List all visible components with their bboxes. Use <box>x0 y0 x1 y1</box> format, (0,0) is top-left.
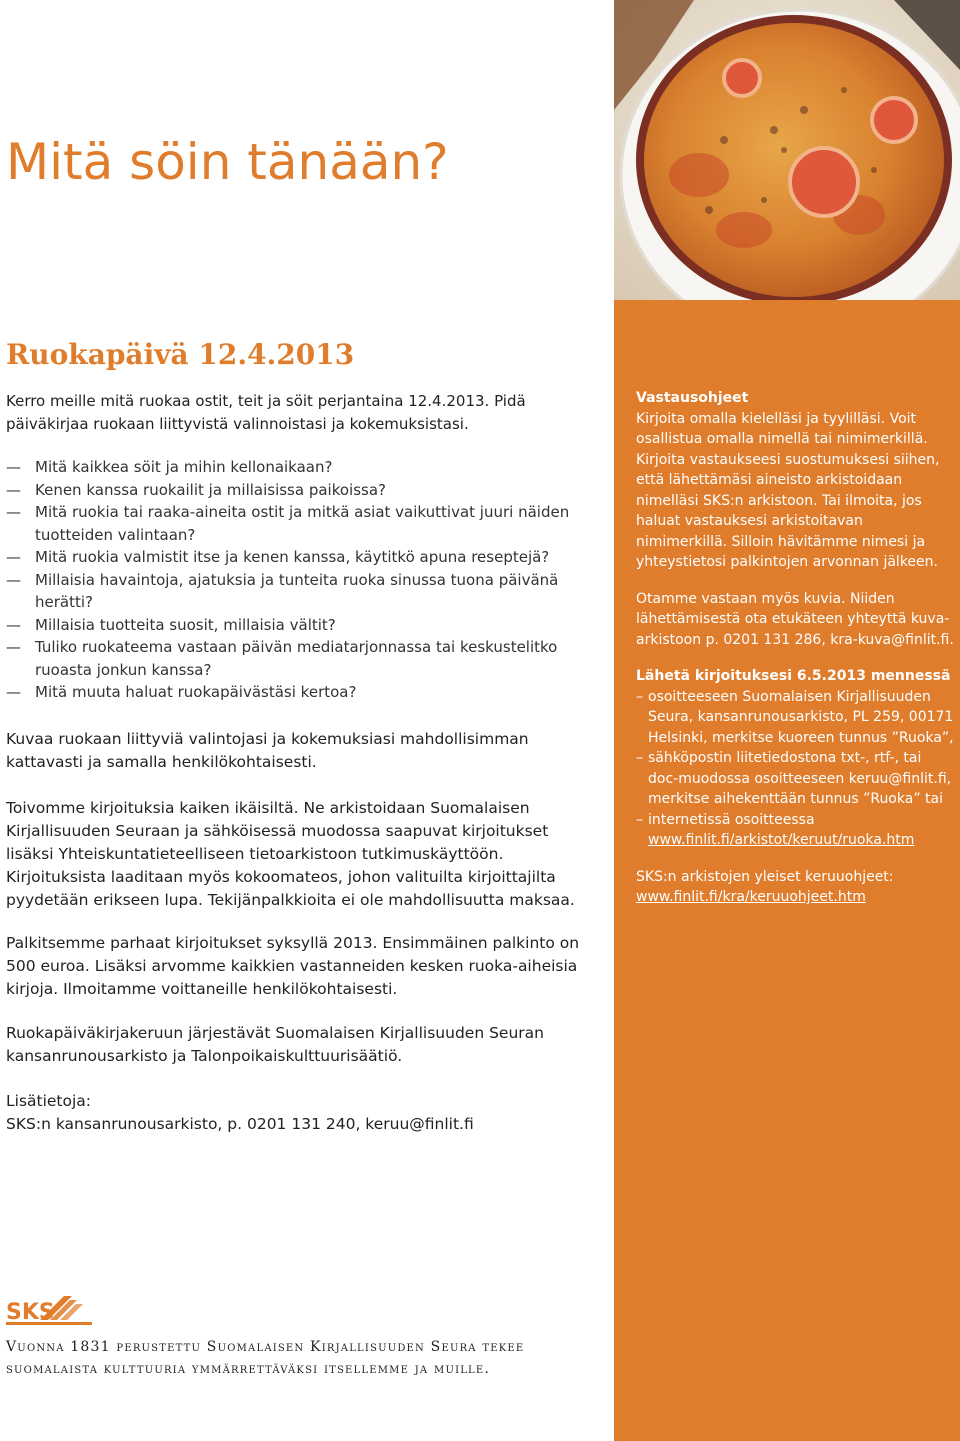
sks-logo <box>6 1290 92 1334</box>
instructions-sidebar <box>614 300 960 1441</box>
guide-title: Vastausohjeet <box>636 390 749 406</box>
intro-text: Kerro meille mitä ruokaa ostit, teit ja söit perjantaina 12.4.2013. Pidä päiväkirjaa ruokaan liittyvistä valinnoistasi ja kokemuksistasi. <box>6 392 526 433</box>
sks-logo-text: SKS <box>6 1300 55 1325</box>
send-option-mail: – osoitteeseen Suomalaisen Kirjallisuuden Seura, kansanrunousarkisto, PL 259, 00171 Helsinki, merkitse kuoreen tunnus ”Ruoka”, <box>636 688 954 746</box>
question-text: Mitä kaikkea söit ja mihin kellonaikaan? <box>35 458 333 476</box>
send-option-email-text: sähköpostin liitetiedostona txt-, rtf-, tai doc-muodossa osoitteeseen keruu@finlit.fi, merkitse aihekenttään tunnus ”Ruoka” tai <box>648 750 952 807</box>
question-text: Kenen kanssa ruokailit ja millaisissa paikoissa? <box>35 480 386 499</box>
question-list <box>6 456 596 704</box>
general-guide-text: SKS:n arkistojen yleiset keruuohjeet: <box>636 868 894 885</box>
list-item: — Tuliko ruokateema vastaan päivän mediatarjonnassa tai keskustelitko ruoasta jonkun kanssa? <box>6 638 558 679</box>
list-item: — Mitä muuta haluat ruokapäivästäsi kertoa? <box>6 683 357 701</box>
list-item: — Mitä ruokia tai raaka-aineita ostit ja mitkä asiat vaikuttivat juuri näiden tuotteiden valintaan? <box>6 503 570 544</box>
send-option-web-text: internetissä osoitteessa <box>648 811 815 828</box>
page-title: Mitä söin tänään? <box>6 133 449 191</box>
footer-tagline: Vuonna 1831 perustettu Suomalaisen Kirjallisuuden Seura tekee suomalaista kulttuuria ymmärrettäväksi itsellemme ja muille. <box>6 1339 525 1377</box>
send-option-web: – internetissä osoitteessa www.finlit.fi/arkistot/keruut/ruoka.htm <box>636 811 915 848</box>
list-item: — Kenen kanssa ruokailit ja millaisissa paikoissa? <box>6 480 386 499</box>
photos-text: Otamme vastaan myös kuvia. Niiden lähettämisestä ota etukäteen yhteyttä kuva-arkistoon p. 0201 131 286, kra-kuva@finlit.fi. <box>636 590 954 648</box>
send-option-mail-text: osoitteeseen Suomalaisen Kirjallisuuden Seura, kansanrunousarkisto, PL 259, 00171 Helsinki, merkitse kuoreen tunnus ”Ruoka”, <box>648 688 954 746</box>
send-option-email: – sähköpostin liitetiedostona txt-, rtf-, tai doc-muodossa osoitteeseen keruu@finlit.fi, merkitse aihekenttään tunnus ”Ruoka” tai <box>636 750 952 807</box>
list-item: — Millaisia havaintoja, ajatuksia ja tunteita ruoka sinussa tuona päivänä herätti? <box>6 570 559 611</box>
list-item: — Millaisia tuotteita suosit, millaisia vältit? <box>6 615 336 634</box>
prizes-paragraph: Palkitsemme parhaat kirjoitukset syksyllä 2013. Ensimmäinen palkinto on 500 euroa. Lisäksi arvomme kaikkien vastanneiden kesken ruoka-aiheisia kirjoja. Ilmoitamme voittaneille henkilökohtaisesti. <box>6 934 580 998</box>
question-text: Millaisia havaintoja, ajatuksia ja tunteita ruoka sinussa tuona päivänä herätti? <box>35 570 559 611</box>
question-text: Mitä ruokia tai raaka-aineita ostit ja mitkä asiat vaikuttivat juuri näiden tuotteiden valintaan? <box>35 503 570 544</box>
question-text: Mitä muuta haluat ruokapäivästäsi kertoa? <box>35 683 357 701</box>
info-contact: SKS:n kansanrunousarkisto, p. 0201 131 240, keruu@finlit.fi <box>6 1115 474 1133</box>
send-web-link[interactable]: www.finlit.fi/arkistot/keruut/ruoka.htm <box>648 832 915 848</box>
list-item: — Mitä kaikkea söit ja mihin kellonaikaan? <box>6 458 333 476</box>
question-text: Millaisia tuotteita suosit, millaisia vältit? <box>35 615 336 634</box>
question-text: Tuliko ruokateema vastaan päivän mediatarjonnassa tai keskustelitko ruoasta jonkun kanssa? <box>35 638 558 679</box>
organizers-paragraph: Ruokapäiväkirjakeruun järjestävät Suomalaisen Kirjallisuuden Seuran kansanrunousarkisto ja Talonpoikaiskulttuurisäätiö. <box>6 1024 544 1065</box>
guide-text: Kirjoita omalla kielelläsi ja tyylilläsi. Voit osallistua omalla nimellä tai nimimerkillä. Kirjoita vastaukseesi suostumuksesi siihen, että lähettämäsi aineisto arkistoidaan nimelläsi SKS:n arkistoon. Tai ilmoita, jos haluat vastauksesi arkistoitavan nimimerkillä. Silloin hävitämme nimesi ja yhteystietosi palkintojen arvonnan jälkeen. <box>636 410 940 570</box>
pizza-photo <box>614 0 960 300</box>
describe-paragraph: Kuvaa ruokaan liittyviä valintojasi ja kokemuksiasi mahdollisimman kattavasti ja samalla henkilökohtaisesti. <box>6 730 529 771</box>
question-text: Mitä ruokia valmistit itse ja kenen kanssa, käytitkö apuna reseptejä? <box>35 548 550 566</box>
info-label: Lisätietoja: <box>6 1092 92 1110</box>
list-item: — Mitä ruokia valmistit itse ja kenen kanssa, käytitkö apuna reseptejä? <box>6 548 550 566</box>
wishes-paragraph: Toivomme kirjoituksia kaiken ikäisiltä. Ne arkistoidaan Suomalaisen Kirjallisuuden Seuraan ja sähköisessä muodossa saapuvat kirjoitukset lisäksi Yhteiskuntatieteelliseen tietoarkistoon tutkimuskäyttöön. Kirjoituksista laaditaan myös kokoomateos, johon valituilta kirjoittajilta pyydetään erikseen lupa. Tekijänpalkkioita ei ole mahdollisuutta maksaa. <box>6 799 575 909</box>
send-title: Lähetä kirjoituksesi 6.5.2013 mennessä <box>636 668 951 684</box>
page-subtitle: Ruokapäivä 12.4.2013 <box>6 338 355 371</box>
general-guide-link[interactable]: www.finlit.fi/kra/keruuohjeet.htm <box>636 889 866 905</box>
